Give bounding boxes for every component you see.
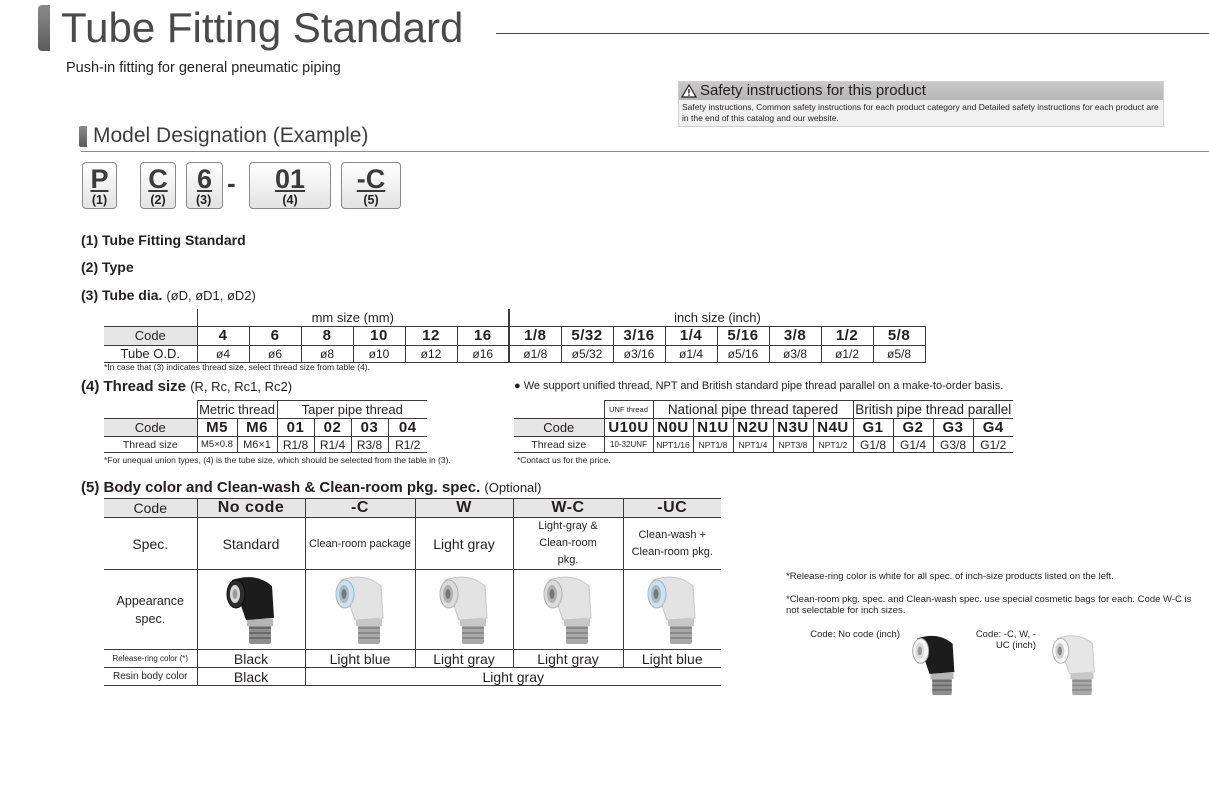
unf-header: UNF thread — [604, 401, 653, 419]
tube-code: 3/16 — [613, 326, 665, 345]
tube-od: ø4 — [197, 345, 249, 362]
tube-od: ø3/16 — [613, 345, 665, 362]
tube-od: ø5/32 — [561, 345, 613, 362]
thread-size: NPT1/2 — [813, 437, 853, 453]
tube-od: ø3/8 — [769, 345, 821, 362]
inch-size-header: inch size (inch) — [509, 309, 925, 326]
fitting-black-image — [216, 572, 286, 648]
thread-size: NPT1/8 — [693, 437, 733, 453]
metric-thread-header: Metric thread — [197, 401, 277, 419]
mm-size-header: mm size (mm) — [197, 309, 509, 326]
fitting-lightblue-image — [325, 572, 395, 648]
thread-size: G1/4 — [893, 437, 933, 453]
bsp-header: British pipe thread parallel — [853, 401, 1013, 419]
tube-code: 5/8 — [873, 326, 925, 345]
model-part-num: (1) — [91, 193, 108, 207]
model-part-num: (4) — [282, 193, 298, 207]
spec-value: Clean-room package — [305, 518, 415, 570]
tube-code: 1/8 — [509, 326, 561, 345]
tube-od: ø12 — [405, 345, 457, 362]
model-part-code: 01 — [274, 164, 306, 194]
model-part-code: C — [148, 164, 168, 194]
thread-size: R1/2 — [388, 437, 427, 453]
section-1-label: (1) Tube Fitting Standard — [81, 232, 246, 248]
tube-code: 5/16 — [717, 326, 769, 345]
thread-code: G1 — [853, 419, 893, 437]
title-accent-bar — [38, 5, 50, 51]
thread-code: N0U — [653, 419, 693, 437]
section-3-sub: (øD, øD1, øD2) — [166, 288, 256, 303]
section-5-sub: (Optional) — [484, 480, 542, 495]
ring-color: Light gray — [513, 650, 623, 668]
thread-size: 10-32UNF — [604, 437, 653, 453]
thread-size: G1/8 — [853, 437, 893, 453]
thread-code: 02 — [314, 419, 351, 437]
section-3-note: *In case that (3) indicates thread size, select thread size from table (4). — [104, 362, 370, 372]
thread-size: M6×1 — [237, 437, 277, 453]
model-part-num: (2) — [150, 193, 166, 207]
heading-accent-bar — [79, 126, 87, 147]
section-3-label: (3) Tube dia. — [81, 287, 163, 303]
appearance-image — [623, 570, 721, 650]
tube-code: 5/32 — [561, 326, 613, 345]
thread-code: N2U — [733, 419, 773, 437]
model-part-5 — [341, 162, 401, 209]
page-title: Tube Fitting Standard — [61, 4, 464, 51]
thread-size: R1/8 — [277, 437, 314, 453]
tube-od: ø6 — [249, 345, 301, 362]
thread-code: N1U — [693, 419, 733, 437]
resin-body-label: Resin body color — [104, 668, 197, 686]
tube-code: 1/2 — [821, 326, 873, 345]
fitting-lightgray-inch-image — [1043, 627, 1105, 703]
code-label-c-w-uc: Code: -C, W, -UC (inch) — [975, 629, 1036, 651]
table-corner — [104, 309, 197, 326]
thread-code: N3U — [773, 419, 813, 437]
tube-code: 12 — [405, 326, 457, 345]
section-3-heading — [81, 287, 256, 303]
spec-value: Light gray — [415, 518, 513, 570]
page-subtitle: Push-in fitting for general pneumatic piping — [66, 60, 341, 76]
appearance-label: Appearance spec. — [104, 570, 197, 650]
spec-value: Standard — [197, 518, 305, 570]
spec-value: Light-gray & Clean-room pkg. — [513, 518, 623, 570]
section-5-note-1: *Release-ring color is white for all spec. of inch-size products listed on the left. — [786, 571, 1114, 582]
tube-od: ø1/4 — [665, 345, 717, 362]
appearance-image — [513, 570, 623, 650]
resin-color: Black — [197, 668, 305, 686]
ring-color: Black — [197, 650, 305, 668]
thread-size-table — [104, 400, 427, 453]
tube-code: 3/8 — [769, 326, 821, 345]
model-dash: - — [227, 168, 236, 198]
color-code: W-C — [513, 499, 623, 518]
safety-box — [678, 81, 1164, 127]
code-label: Code — [104, 419, 197, 437]
tube-od-label: Tube O.D. — [104, 345, 197, 362]
fitting-lightblue-image — [637, 572, 707, 648]
model-heading: Model Designation (Example) — [93, 124, 369, 147]
thread-size: R3/8 — [351, 437, 388, 453]
taper-thread-header: Taper pipe thread — [277, 401, 427, 419]
code-label: Code — [104, 499, 197, 518]
tube-od: ø10 — [353, 345, 405, 362]
thread-size-label: Thread size — [514, 437, 604, 453]
model-part-3 — [186, 162, 223, 209]
thread-code: N4U — [813, 419, 853, 437]
title-rule — [496, 33, 1209, 34]
tube-od: ø1/8 — [509, 345, 561, 362]
color-code: W — [415, 499, 513, 518]
npt-header: National pipe thread tapered — [653, 401, 853, 419]
section-4-note: *For unequal union types, (4) is the tube size, which should be selected from the table in (3). — [104, 455, 451, 465]
section-5-note-2: *Clean-room pkg. spec. and Clean-wash spec. use special cosmetic bags for each. Code W-C is not selectable for inch sizes. — [786, 594, 1192, 616]
warning-icon — [681, 84, 697, 98]
thread-code: G4 — [973, 419, 1013, 437]
release-ring-label: Release-ring color (*) — [104, 650, 197, 668]
section-2-label: (2) Type — [81, 259, 134, 275]
thread-code: U10U — [604, 419, 653, 437]
tube-code: 6 — [249, 326, 301, 345]
safety-header — [679, 82, 1163, 100]
tube-od: ø8 — [301, 345, 353, 362]
thread-code: G2 — [893, 419, 933, 437]
section-4-note-2: *Contact us for the price. — [517, 455, 611, 465]
thread-size: M5×0.8 — [197, 437, 237, 453]
section-5-heading — [81, 479, 542, 496]
fitting-black-inch-image — [903, 627, 965, 703]
appearance-image — [197, 570, 305, 650]
safety-title: Safety instructions for this product — [700, 82, 926, 99]
section-4-label: (4) Thread size — [81, 378, 187, 395]
heading-rule — [81, 151, 1209, 152]
color-code: -UC — [623, 499, 721, 518]
thread-code: G3 — [933, 419, 973, 437]
thread-size-table-special — [514, 400, 1013, 453]
model-part-2 — [140, 162, 176, 209]
appearance-image — [305, 570, 415, 650]
safety-body: Safety instructions, Common safety instructions for each product category and Detailed safety instructions for each product are in the end of this catalog and our website. — [682, 102, 1159, 123]
ring-color: Light gray — [415, 650, 513, 668]
model-part-num: (3) — [196, 193, 212, 207]
spec-label: Spec. — [104, 518, 197, 570]
table-corner — [514, 401, 604, 419]
color-code: No code — [197, 499, 305, 518]
thread-size: R1/4 — [314, 437, 351, 453]
section-5-label: (5) Body color and Clean-wash & Clean-room pkg. spec. — [81, 479, 481, 496]
tube-od: ø16 — [457, 345, 509, 362]
section-4-heading — [81, 378, 292, 395]
body-color-table — [104, 498, 721, 686]
tube-od: ø5/16 — [717, 345, 769, 362]
tube-dia-table — [104, 309, 926, 363]
thread-code: 04 — [388, 419, 427, 437]
thread-code: 03 — [351, 419, 388, 437]
tube-code: 10 — [353, 326, 405, 345]
thread-size-label: Thread size — [104, 437, 197, 453]
code-label: Code — [514, 419, 604, 437]
model-part-1 — [82, 162, 117, 209]
color-code: -C — [305, 499, 415, 518]
ring-color: Light blue — [305, 650, 415, 668]
tube-code: 8 — [301, 326, 353, 345]
table-corner — [104, 401, 197, 419]
model-part-code: 6 — [196, 164, 213, 194]
thread-size: NPT3/8 — [773, 437, 813, 453]
model-part-num: (5) — [363, 193, 379, 207]
tube-od: ø1/2 — [821, 345, 873, 362]
fitting-lightgray-image — [429, 572, 499, 648]
model-part-4 — [249, 162, 331, 209]
model-part-code: P — [90, 164, 109, 194]
code-label-nocode: Code: No code (inch) — [810, 629, 900, 640]
thread-size: G3/8 — [933, 437, 973, 453]
tube-code: 1/4 — [665, 326, 717, 345]
resin-color: Light gray — [305, 668, 721, 686]
fitting-lightgray-image — [533, 572, 603, 648]
thread-size: NPT1/4 — [733, 437, 773, 453]
thread-code: M5 — [197, 419, 237, 437]
make-to-order-note: ● We support unified thread, NPT and British standard pipe thread parallel on a make-to-order basis. — [514, 380, 1004, 392]
appearance-image — [415, 570, 513, 650]
tube-code: 16 — [457, 326, 509, 345]
thread-size: NPT1/16 — [653, 437, 693, 453]
code-label: Code — [104, 326, 197, 345]
spec-value: Clean-wash + Clean-room pkg. — [623, 518, 721, 570]
ring-color: Light blue — [623, 650, 721, 668]
tube-od: ø5/8 — [873, 345, 925, 362]
thread-code: M6 — [237, 419, 277, 437]
model-part-code: -C — [356, 164, 386, 194]
thread-code: 01 — [277, 419, 314, 437]
tube-code: 4 — [197, 326, 249, 345]
thread-size: G1/2 — [973, 437, 1013, 453]
section-4-sub: (R, Rc, Rc1, Rc2) — [190, 379, 293, 394]
